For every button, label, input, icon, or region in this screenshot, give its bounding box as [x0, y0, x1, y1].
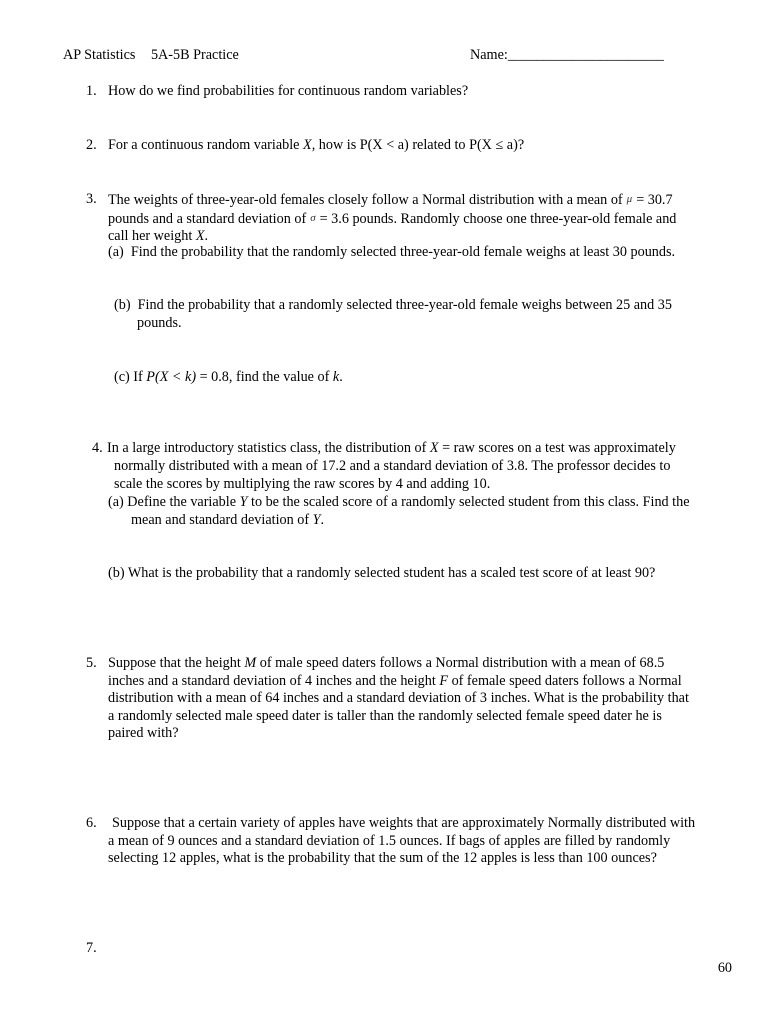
name-line: ______________________: [507, 47, 664, 63]
page-number: 60: [717, 960, 732, 976]
question-4-number: 4.: [92, 440, 103, 456]
question-2-text: For a continuous random variable X, how is P(X < a) related to P(X ≤ a)?: [108, 137, 525, 153]
name-label: Name:: [470, 47, 508, 63]
worksheet-name: 5A-5B Practice: [150, 47, 239, 63]
question-5-text: Suppose that the height M of male speed daters follows a Normal distribution with a mean of 68.5 inches and a standard deviation of 4 inches and the height F of female speed daters follows a Normal distribution with a mean of 64 inches and a standard deviation of 3 inches. What is the probability that a randomly selected male speed dater is taller than the randomly selected female speed dater he is paired with?: [108, 655, 689, 742]
question-5-number: 5.: [86, 655, 97, 671]
question-4-text-cont: normally distributed with a mean of 17.2 and a standard deviation of 3.8. The professor decides to scale the scores by multiplying the raw scores by 4 and adding 10.: [114, 458, 671, 492]
question-3-number: 3.: [86, 191, 97, 207]
expr-strict: P(X < a): [359, 137, 409, 153]
name-field: [470, 47, 664, 65]
question-3a: (a) Find the probability that the randomly selected three-year-old female weighs at least 30 pounds.: [108, 244, 676, 260]
question-7-number: 7.: [86, 940, 97, 956]
question-6-text: Suppose that a certain variety of apples have weights that are approximately Normally distributed with a mean of 9 ounces and a standard deviation of 1.5 ounces. If bags of apples are filled by randomly selecting 12 apples, what is the probability that the sum of the 12 apples is less than 100 ounces?: [108, 815, 696, 867]
question-4a: (a) Define the variable Y to be the scaled score of a randomly selected student from this class. Find the mean and standard deviation of Y.: [108, 494, 690, 528]
question-3-text: The weights of three-year-old females closely follow a Normal distribution with a mean of μ = 30.7 pounds and a standard deviation of σ = 3.6 pounds. Randomly choose one three-year-old female and call her weight X.: [108, 192, 677, 245]
expr-nonstrict: P(X ≤ a): [469, 137, 518, 153]
question-2-number: 2.: [86, 137, 97, 153]
sigma-symbol: σ: [310, 211, 316, 224]
question-4-text: In a large introductory statistics class, the distribution of X = raw scores on a test was approximately: [107, 440, 676, 456]
question-6-number: 6.: [86, 815, 97, 831]
course-name: AP Statistics: [63, 47, 136, 63]
question-3b: (b) Find the probability that a randomly selected three-year-old female weighs between 25 and 35 pounds.: [114, 297, 672, 331]
question-4b: (b) What is the probability that a randomly selected student has a scaled test score of at least 90?: [108, 565, 656, 581]
question-1-number: 1.: [86, 83, 97, 99]
worksheet-title: [63, 47, 239, 65]
question-1-text: How do we find probabilities for continuous random variables?: [108, 83, 469, 99]
question-3c: (c) If P(X < k) = 0.8, find the value of k.: [114, 369, 343, 385]
mu-symbol: μ: [626, 193, 633, 205]
